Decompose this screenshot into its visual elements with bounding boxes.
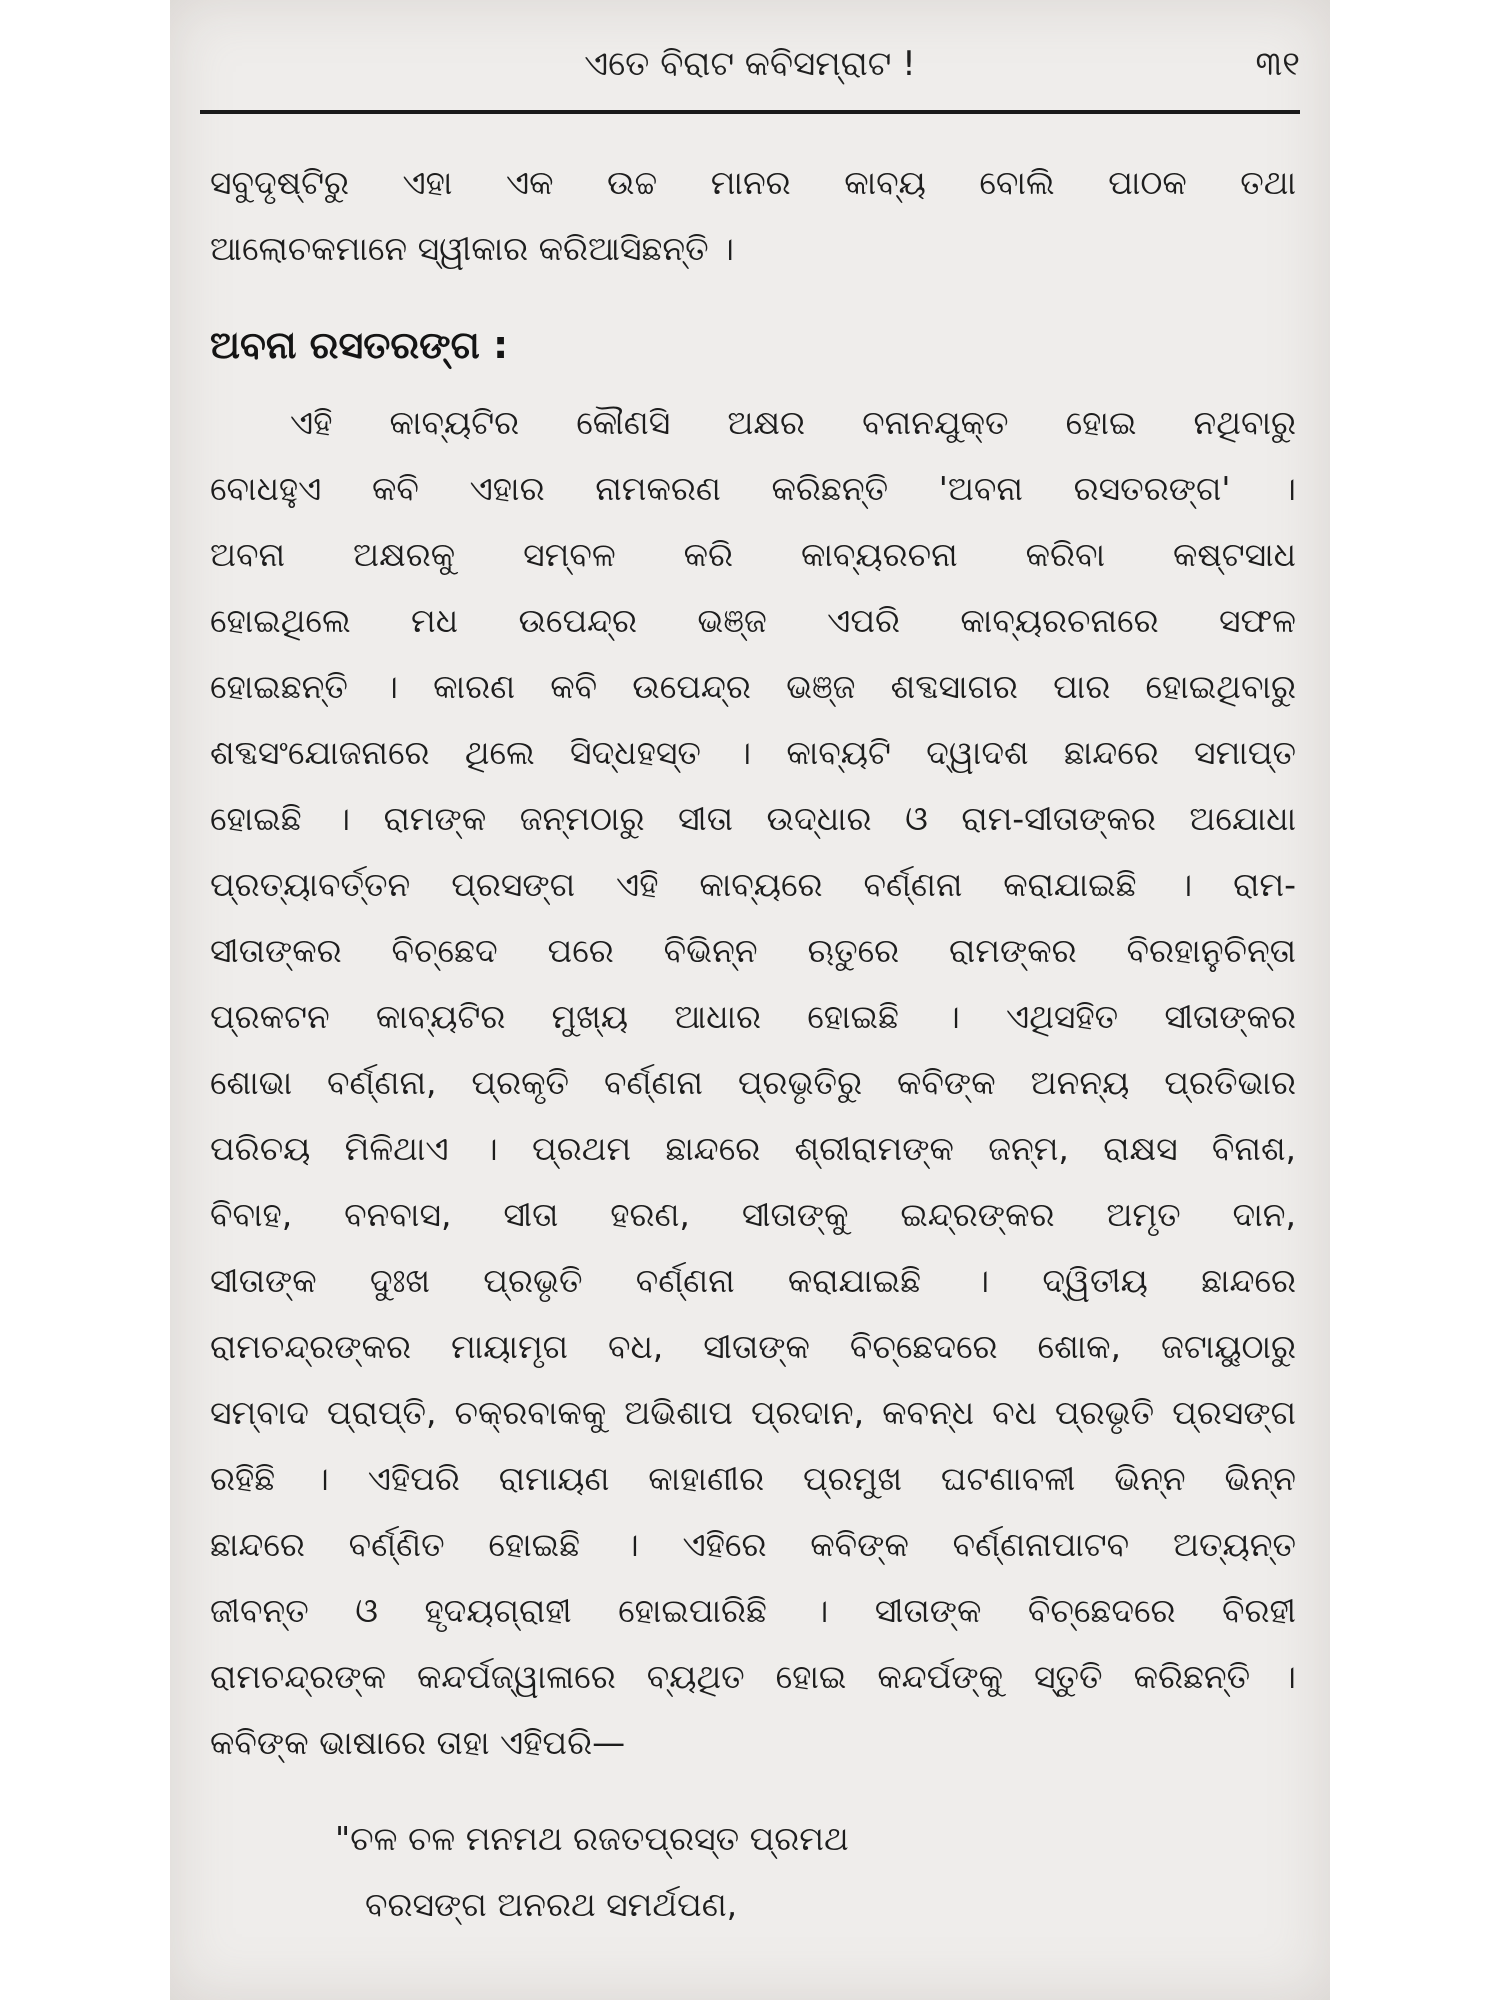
section-heading: ଅବନା ରସତରଙ୍ଗ : xyxy=(210,323,509,367)
book-page xyxy=(170,0,1330,2000)
verse-line: ବରସଙ୍ଗ ଅନରଥ ସମର୍ଥପଣ, xyxy=(365,1885,738,1924)
text-line: ରାମଚନ୍ଦ୍ରଙ୍କର ମାୟାମୃଗ ବଧ, ସୀତାଙ୍କ ବିଚ୍ଛେଦରେ ଶୋକ, ଜଟାୟୁଠାରୁ xyxy=(210,1327,1296,1366)
text-line: ହୋଇଛନ୍ତି । କାରଣ କବି ଉପେନ୍ଦ୍ର ଭଞ୍ଜ ଶବ୍ଦସାଗର ପାର ହୋଇଥିବାରୁ xyxy=(210,667,1296,706)
text-line: ପ୍ରତ୍ୟାବର୍ତ୍ତନ ପ୍ରସଙ୍ଗ ଏହି କାବ୍ୟରେ ବର୍ଣ୍ଣନା କରାଯାଇଛି । ରାମ- xyxy=(210,865,1296,904)
verse-line: "ଚଳ ଚଳ ମନମଥ ରଜତପ୍ରସ୍ତ ପ୍ରମଥ xyxy=(335,1819,849,1858)
text-line: ଆଲୋଚକମାନେ ସ୍ୱୀକାର କରିଆସିଛନ୍ତି । xyxy=(210,229,735,268)
text-line: ସବୁଦୃଷ୍ଟିରୁ ଏହା ଏକ ଉଚ୍ଚ ମାନର କାବ୍ୟ ବୋଲି ପାଠକ ତଥା xyxy=(210,163,1296,202)
text-line: ସୀତାଙ୍କ ଦୁଃଖ ପ୍ରଭୃତି ବର୍ଣ୍ଣନା କରାଯାଇଛି । ଦ୍ୱିତୀୟ ଛାନ୍ଦରେ xyxy=(210,1261,1296,1300)
text-line: ଏହି କାବ୍ୟଟିର କୌଣସି ଅକ୍ଷର ବନାନଯୁକ୍ତ ହୋଇ ନଥିବାରୁ xyxy=(290,403,1296,442)
text-line: ହୋଇଥିଲେ ମଧ ଉପେନ୍ଦ୍ର ଭଞ୍ଜ ଏପରି କାବ୍ୟରଚନାରେ ସଫଳ xyxy=(210,601,1296,640)
text-line: କବିଙ୍କ ଭାଷାରେ ତାହା ଏହିପରି— xyxy=(210,1723,626,1762)
text-line: ବୋଧହୁଏ କବି ଏହାର ନାମକରଣ କରିଛନ୍ତି 'ଅବନା ରସତରଙ୍ଗ' । xyxy=(210,469,1296,508)
text-line: ଜୀବନ୍ତ ଓ ହୃଦୟଗ୍ରାହୀ ହୋଇପାରିଛି । ସୀତାଙ୍କ ବିଚ୍ଛେଦରେ ବିରହୀ xyxy=(210,1591,1296,1630)
text-line: ପ୍ରକଟନ କାବ୍ୟଟିର ମୁଖ୍ୟ ଆଧାର ହୋଇଛି । ଏଥିସହିତ ସୀତାଙ୍କର xyxy=(210,997,1296,1036)
text-line: ସମ୍ବାଦ ପ୍ରାପ୍ତି, ଚକ୍ରବାକକୁ ଅଭିଶାପ ପ୍ରଦାନ, କବନ୍ଧ ବଧ ପ୍ରଭୃତି ପ୍ରସଙ୍ଗ xyxy=(210,1393,1296,1432)
text-line: ରହିଛି । ଏହିପରି ରାମାୟଣ କାହାଣୀର ପ୍ରମୁଖ ଘଟଣାବଳୀ ଭିନ୍ନ ଭିନ୍ନ xyxy=(210,1459,1296,1498)
running-title: ଏତେ ବିରାଟ କବିସମ୍ରାଟ ! xyxy=(584,44,916,84)
text-line: ଛାନ୍ଦରେ ବର୍ଣ୍ଣିତ ହୋଇଛି । ଏହିରେ କବିଙ୍କ ବର୍ଣ୍ଣନାପାଟବ ଅତ୍ୟନ୍ତ xyxy=(210,1525,1296,1564)
text-line: ରାମଚନ୍ଦ୍ରଙ୍କ କନ୍ଦର୍ପଜ୍ୱାଳାରେ ବ୍ୟଥିତ ହୋଇ କନ୍ଦର୍ପଙ୍କୁ ସ୍ତୁତି କରିଛନ୍ତି । xyxy=(210,1657,1296,1696)
text-line: ସୀତାଙ୍କର ବିଚ୍ଛେଦ ପରେ ବିଭିନ୍ନ ଋତୁରେ ରାମଙ୍କର ବିରହାନୁଚିନ୍ତା xyxy=(210,931,1296,970)
header-rule xyxy=(200,110,1300,114)
text-line: ଶବ୍ଦସଂଯୋଜନାରେ ଥିଲେ ସିଦ୍ଧହସ୍ତ । କାବ୍ୟଟି ଦ୍ୱାଦଶ ଛାନ୍ଦରେ ସମାପ୍ତ xyxy=(210,733,1296,772)
text-line: ଅବନା ଅକ୍ଷରକୁ ସମ୍ବଳ କରି କାବ୍ୟରଚନା କରିବା କଷ୍ଟସାଧ xyxy=(210,535,1296,574)
text-line: ଶୋଭା ବର୍ଣ୍ଣନା, ପ୍ରକୃତି ବର୍ଣ୍ଣନା ପ୍ରଭୃତିରୁ କବିଙ୍କ ଅନନ୍ୟ ପ୍ରତିଭାର xyxy=(210,1063,1296,1102)
text-line: ବିବାହ, ବନବାସ, ସୀତା ହରଣ, ସୀତାଙ୍କୁ ଇନ୍ଦ୍ରଙ୍କର ଅମୃତ ଦାନ, xyxy=(210,1195,1296,1234)
page-header xyxy=(200,40,1300,102)
page-body xyxy=(210,150,1296,1938)
text-line: ହୋଇଛି । ରାମଙ୍କ ଜନ୍ମଠାରୁ ସୀତା ଉଦ୍ଧାର ଓ ରାମ-ସୀତାଙ୍କର ଅଯୋଧା xyxy=(210,799,1296,838)
page-number: ୩୧ xyxy=(1255,44,1300,84)
text-line: ପରିଚୟ ମିଳିଥାଏ । ପ୍ରଥମ ଛାନ୍ଦରେ ଶ୍ରୀରାମଙ୍କ ଜନ୍ମ, ରାକ୍ଷସ ବିନାଶ, xyxy=(210,1129,1296,1168)
